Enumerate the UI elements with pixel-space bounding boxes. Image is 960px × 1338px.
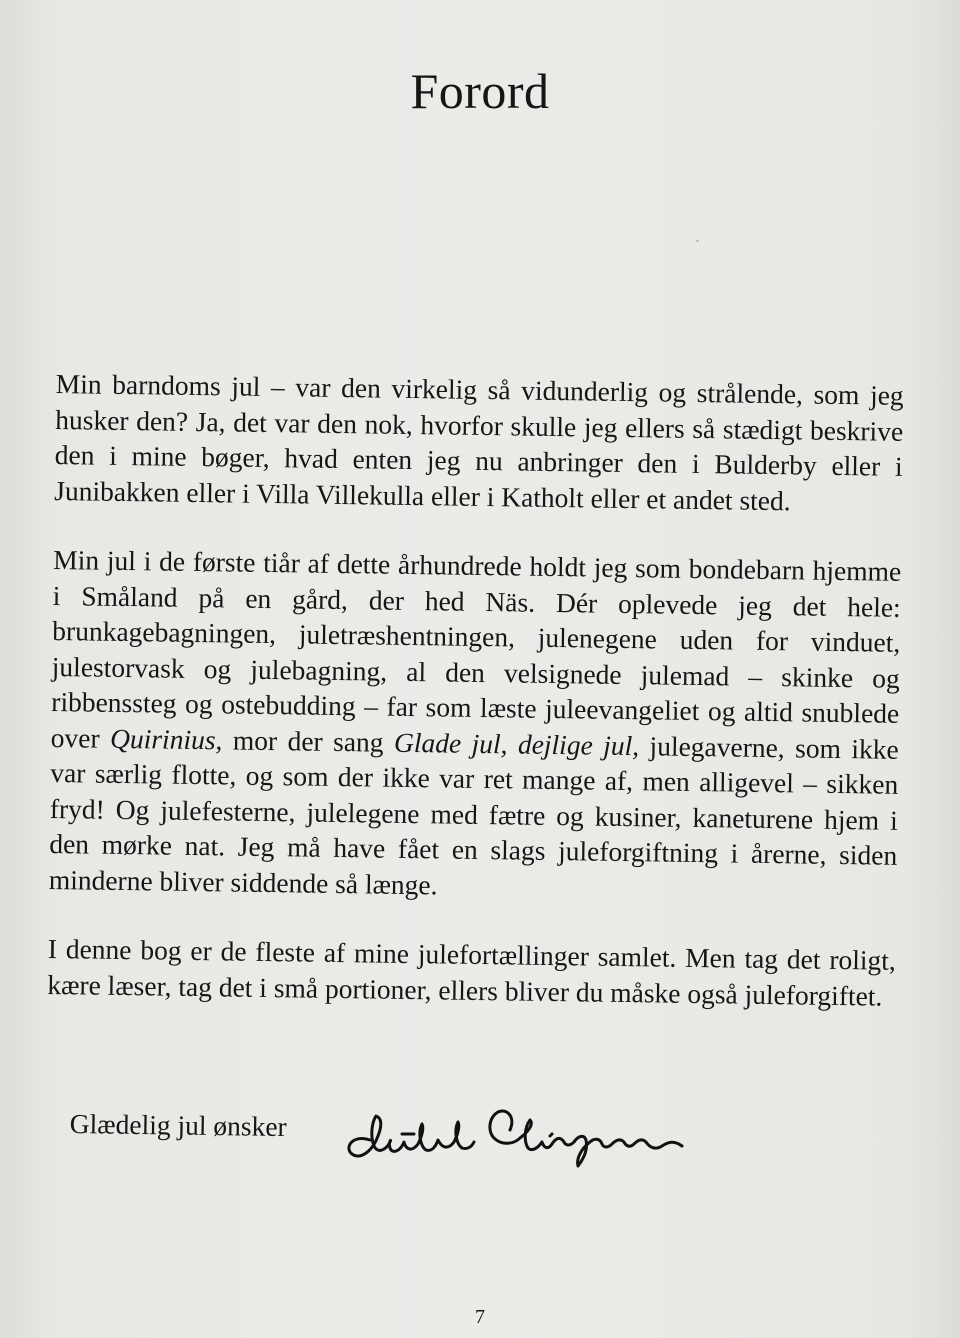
paragraph-3-text: I denne bog er de fleste af mine julefortællinger samlet. Men tag det roligt, kære læser, tag det i små portioner, ellers bliver du måske også juleforgiftet. <box>47 932 897 1012</box>
paragraph-2 <box>49 542 902 909</box>
paragraph-1-text: Min barndoms jul – var den virkelig så vidunderlig og strålende, som jeg husker den? Ja, det var den nok, hvorfor skulle jeg ellers så stædigt beskrive den i mine bøger, hvad enten jeg nu anbringer den i Bulderby eller i Junibakken eller i Villa Villekulla eller i Katholt eller et andet sted. <box>54 367 904 516</box>
handwritten-signature <box>338 1098 690 1174</box>
page-title: Forord <box>410 63 550 119</box>
paragraph-3 <box>47 931 896 1014</box>
paragraph-1 <box>54 366 904 520</box>
closing-line: Glædelig jul ønsker <box>69 1108 287 1143</box>
foreword-body <box>47 366 904 1048</box>
paragraph-2-italic-song-title: Glade jul, dejlige jul, <box>393 726 640 761</box>
paragraph-2-text-c: julegaverne, som ikke var særlig flotte, og som der ikke var ret mange af, men alligevel – sikken fryd! Og julefesterne, julelegene med fætre og kusiner, kaneturene hjem i den mørke nat. Jeg må have fået en slags juleforgiftning i årerne, siden minderne bliver siddende så længe. <box>48 729 899 900</box>
paper-speck <box>696 240 699 242</box>
page-number: 7 <box>475 1306 485 1328</box>
paragraph-2-text-b: mor der sang <box>222 723 395 758</box>
paragraph-2-italic-quirinius: Quirinius, <box>109 722 223 755</box>
paragraph-2-text-a: Min jul i de første tiår af dette århundrede holdt jeg som bondebarn hjemme i Småland på en gård, der hed Näs. Dér oplevede jeg det hele: brunkagebagningen, juletræshentningen, julenegene uden for vinduet, julestorvask og julebagning, al den velsignede julemad – skinke og ribbenssteg og ostebudding – far som læste juleevangeliet og altid snublede over <box>50 543 902 754</box>
